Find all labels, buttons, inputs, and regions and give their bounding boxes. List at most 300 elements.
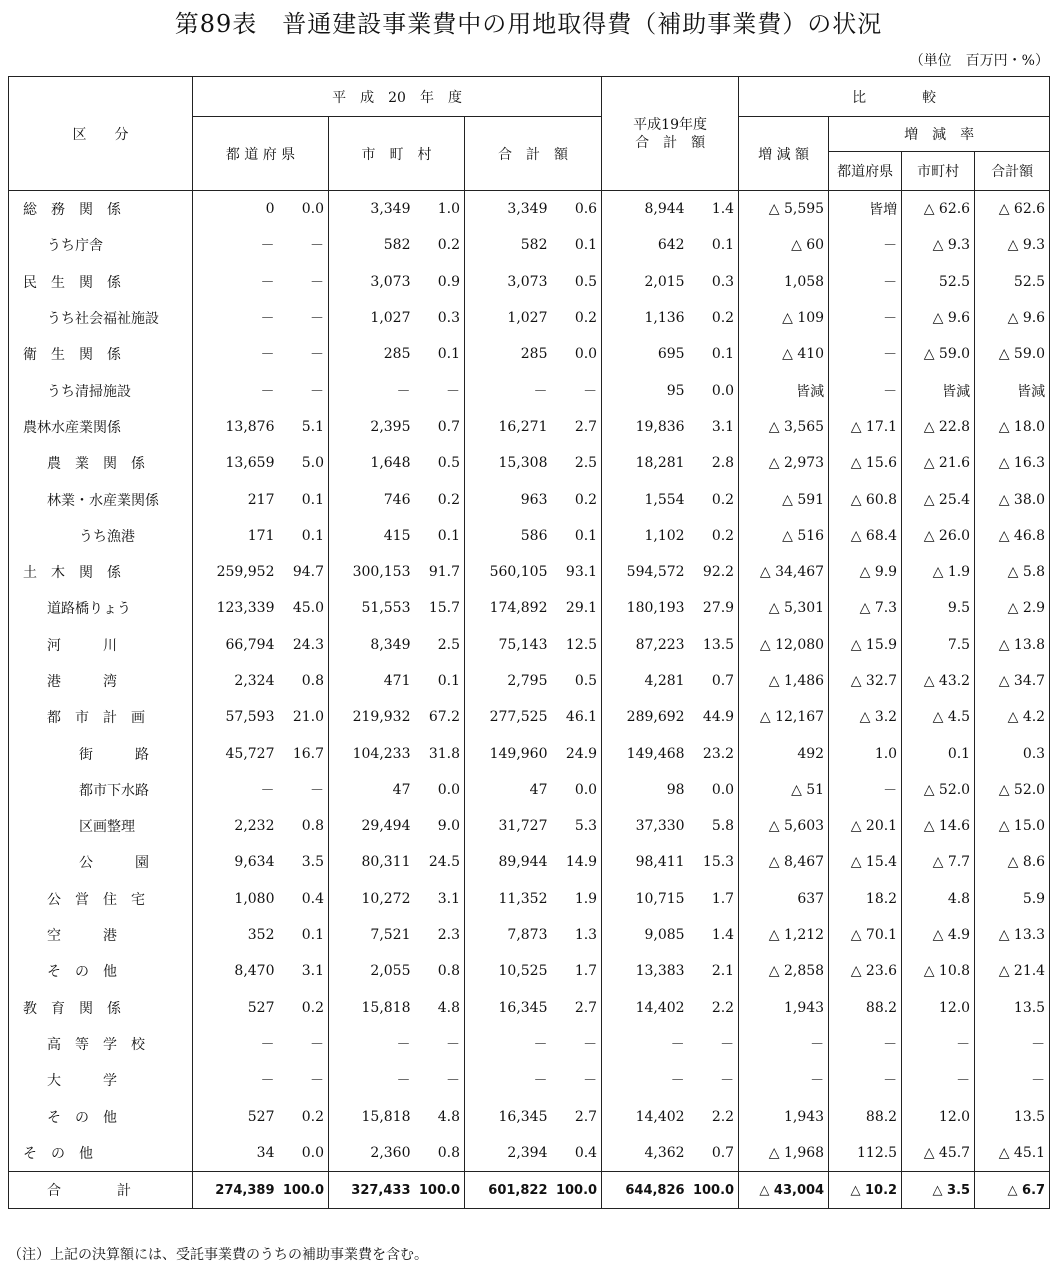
table-cell: 15.3: [689, 844, 739, 880]
table-cell: 0.4: [279, 881, 329, 917]
table-cell: 0.1: [279, 481, 329, 517]
table-cell: 0.7: [689, 663, 739, 699]
table-cell: 13.5: [689, 627, 739, 663]
table-cell: 594,572: [602, 554, 689, 590]
table-cell: △ 16.3: [975, 445, 1050, 481]
row-label: 都 市 計 画: [9, 699, 193, 735]
table-cell: 0.0: [552, 336, 602, 372]
table-row: [9, 1098, 1050, 1134]
table-cell: 1.3: [552, 917, 602, 953]
table-cell: 2.7: [552, 409, 602, 445]
table-cell: －: [279, 1026, 329, 1062]
table-cell: △ 68.4: [829, 518, 902, 554]
table-cell: －: [279, 772, 329, 808]
table-cell: －: [193, 264, 279, 300]
table-cell: △ 5,595: [739, 191, 829, 228]
table-cell: 2.7: [552, 990, 602, 1026]
table-cell: 9,634: [193, 844, 279, 880]
table-row: [9, 881, 1050, 917]
table-cell: 皆減: [739, 372, 829, 408]
table-cell: 0.3: [689, 264, 739, 300]
table-row: [9, 300, 1050, 336]
table-cell: △ 43,004: [739, 1172, 829, 1209]
table-cell: 13,876: [193, 409, 279, 445]
table-cell: 0.2: [552, 300, 602, 336]
table-cell: 2.2: [689, 990, 739, 1026]
table-cell: 0.9: [415, 264, 465, 300]
table-cell: △ 591: [739, 481, 829, 517]
header-rate-pref: 都道府県: [829, 152, 902, 191]
table-cell: △ 62.6: [975, 191, 1050, 228]
table-cell: △ 43.2: [902, 663, 975, 699]
table-cell: △ 7.3: [829, 590, 902, 626]
table-cell: 2,324: [193, 663, 279, 699]
table-cell: 91.7: [415, 554, 465, 590]
table-cell: －: [193, 772, 279, 808]
table-cell: 0.2: [415, 227, 465, 263]
table-cell: 746: [329, 481, 415, 517]
table-row: [9, 409, 1050, 445]
table-cell: △ 4.9: [902, 917, 975, 953]
table-cell: 0.0: [415, 772, 465, 808]
table-cell: △ 20.1: [829, 808, 902, 844]
data-table: [8, 76, 1050, 1209]
table-cell: 2,395: [329, 409, 415, 445]
table-cell: 492: [739, 735, 829, 771]
table-cell: －: [902, 1026, 975, 1062]
table-cell: 37,330: [602, 808, 689, 844]
table-cell: －: [829, 1026, 902, 1062]
table-cell: 0.8: [279, 808, 329, 844]
table-cell: △ 51: [739, 772, 829, 808]
row-label: 農林水産業関係: [9, 409, 193, 445]
table-cell: 527: [193, 990, 279, 1026]
table-cell: 285: [465, 336, 552, 372]
table-row: [9, 844, 1050, 880]
row-label: そ の 他: [9, 1098, 193, 1134]
table-cell: △ 10.8: [902, 953, 975, 989]
table-cell: △ 1,212: [739, 917, 829, 953]
table-cell: 100.0: [279, 1172, 329, 1209]
table-cell: 16,271: [465, 409, 552, 445]
table-cell: △ 45.7: [902, 1135, 975, 1172]
table-cell: 104,233: [329, 735, 415, 771]
table-cell: 1,136: [602, 300, 689, 336]
table-cell: 100.0: [689, 1172, 739, 1209]
table-cell: 0.3: [975, 735, 1050, 771]
table-cell: 2.2: [689, 1098, 739, 1134]
table-cell: －: [415, 1026, 465, 1062]
table-cell: △ 9.6: [975, 300, 1050, 336]
table-cell: 88.2: [829, 990, 902, 1026]
row-label: 衛 生 関 係: [9, 336, 193, 372]
table-cell: 15,818: [329, 990, 415, 1026]
table-cell: 2,232: [193, 808, 279, 844]
table-cell: △ 3,565: [739, 409, 829, 445]
table-cell: 582: [329, 227, 415, 263]
table-cell: 52.5: [902, 264, 975, 300]
header-h20: 平 成 20 年 度: [193, 77, 602, 117]
table-cell: 92.2: [689, 554, 739, 590]
table-row: [9, 372, 1050, 408]
table-cell: 1.7: [689, 881, 739, 917]
table-cell: 31,727: [465, 808, 552, 844]
table-cell: 180,193: [602, 590, 689, 626]
table-cell: 7,873: [465, 917, 552, 953]
table-cell: 2.3: [415, 917, 465, 953]
table-cell: 219,932: [329, 699, 415, 735]
row-label: 農 業 関 係: [9, 445, 193, 481]
table-cell: －: [829, 264, 902, 300]
row-label: うち清掃施設: [9, 372, 193, 408]
row-label: そ の 他: [9, 1135, 193, 1172]
table-cell: －: [829, 336, 902, 372]
table-cell: 14.9: [552, 844, 602, 880]
table-cell: 289,692: [602, 699, 689, 735]
table-cell: △ 15.4: [829, 844, 902, 880]
header-change-amount: 増 減 額: [739, 117, 829, 191]
table-row: [9, 663, 1050, 699]
table-cell: 0.0: [689, 772, 739, 808]
table-cell: 0.0: [689, 372, 739, 408]
table-cell: －: [975, 1026, 1050, 1062]
table-cell: 0.1: [415, 663, 465, 699]
table-cell: 1.4: [689, 917, 739, 953]
header-municipal: 市 町 村: [329, 117, 465, 191]
table-cell: △ 10.2: [829, 1172, 902, 1209]
table-cell: 12.5: [552, 627, 602, 663]
table-cell: 1,027: [329, 300, 415, 336]
table-cell: 352: [193, 917, 279, 953]
unit-note: （単位 百万円・%）: [909, 53, 1049, 69]
table-row: [9, 227, 1050, 263]
table-cell: －: [279, 336, 329, 372]
table-row: [9, 191, 1050, 228]
table-cell: △ 15.0: [975, 808, 1050, 844]
table-cell: 2.5: [552, 445, 602, 481]
row-label: 林業・水産業関係: [9, 481, 193, 517]
table-row: [9, 808, 1050, 844]
table-cell: △ 34.7: [975, 663, 1050, 699]
table-cell: 8,470: [193, 953, 279, 989]
table-title: 第89表 普通建設事業費中の用地取得費（補助事業費）の状況: [174, 10, 883, 38]
table-cell: △ 38.0: [975, 481, 1050, 517]
table-cell: －: [829, 227, 902, 263]
table-cell: 31.8: [415, 735, 465, 771]
table-cell: －: [279, 372, 329, 408]
header-rate-total: 合計額: [975, 152, 1050, 191]
table-cell: 7.5: [902, 627, 975, 663]
row-label: 合 計: [9, 1172, 193, 1209]
table-cell: 0: [193, 191, 279, 228]
table-cell: 1,080: [193, 881, 279, 917]
table-cell: △ 59.0: [975, 336, 1050, 372]
table-cell: 46.1: [552, 699, 602, 735]
table-cell: 0.7: [415, 409, 465, 445]
table-cell: 123,339: [193, 590, 279, 626]
table-cell: 0.1: [689, 227, 739, 263]
table-cell: 4.8: [415, 990, 465, 1026]
table-cell: 98: [602, 772, 689, 808]
table-cell: 149,468: [602, 735, 689, 771]
table-cell: 44.9: [689, 699, 739, 735]
header-h19: 平成19年度 合 計 額: [602, 77, 739, 191]
table-cell: －: [279, 264, 329, 300]
table-cell: 2.8: [689, 445, 739, 481]
table-cell: △ 109: [739, 300, 829, 336]
table-cell: △ 1.9: [902, 554, 975, 590]
table-cell: －: [975, 1062, 1050, 1098]
table-row: [9, 445, 1050, 481]
table-cell: △ 26.0: [902, 518, 975, 554]
table-cell: △ 516: [739, 518, 829, 554]
table-cell: △ 34,467: [739, 554, 829, 590]
table-cell: △ 1,968: [739, 1135, 829, 1172]
table-cell: 2,360: [329, 1135, 415, 1172]
table-cell: △ 5,603: [739, 808, 829, 844]
table-cell: 21.0: [279, 699, 329, 735]
table-cell: 87,223: [602, 627, 689, 663]
table-cell: △ 7.7: [902, 844, 975, 880]
table-cell: △ 17.1: [829, 409, 902, 445]
table-cell: 171: [193, 518, 279, 554]
table-cell: 642: [602, 227, 689, 263]
table-row: [9, 1026, 1050, 1062]
table-cell: 9.5: [902, 590, 975, 626]
row-label: そ の 他: [9, 953, 193, 989]
table-cell: 45.0: [279, 590, 329, 626]
table-cell: 0.2: [415, 481, 465, 517]
table-cell: 601,822: [465, 1172, 552, 1209]
table-cell: 47: [329, 772, 415, 808]
header-compare: 比 較: [739, 77, 1050, 117]
table-cell: 582: [465, 227, 552, 263]
table-cell: 4.8: [902, 881, 975, 917]
table-cell: 24.5: [415, 844, 465, 880]
table-row: [9, 627, 1050, 663]
table-cell: 9.0: [415, 808, 465, 844]
table-cell: 1,943: [739, 1098, 829, 1134]
table-cell: 3,073: [465, 264, 552, 300]
table-cell: △ 46.8: [975, 518, 1050, 554]
table-cell: △ 62.6: [902, 191, 975, 228]
header-total: 合 計 額: [465, 117, 602, 191]
table-cell: △ 59.0: [902, 336, 975, 372]
row-label: 大 学: [9, 1062, 193, 1098]
table-cell: －: [329, 1062, 415, 1098]
table-cell: 5.8: [689, 808, 739, 844]
table-row: [9, 518, 1050, 554]
table-cell: 5.1: [279, 409, 329, 445]
table-cell: 0.8: [279, 663, 329, 699]
table-cell: 0.6: [552, 191, 602, 228]
table-cell: 13.5: [975, 1098, 1050, 1134]
table-cell: 66,794: [193, 627, 279, 663]
table-cell: 10,525: [465, 953, 552, 989]
table-row: [9, 554, 1050, 590]
table-cell: 1,102: [602, 518, 689, 554]
table-row: [9, 1172, 1050, 1209]
table-cell: 7,521: [329, 917, 415, 953]
row-label: 都市下水路: [9, 772, 193, 808]
table-cell: 963: [465, 481, 552, 517]
table-cell: 0.0: [279, 1135, 329, 1172]
table-cell: △ 2,858: [739, 953, 829, 989]
table-cell: 13,659: [193, 445, 279, 481]
table-cell: 27.9: [689, 590, 739, 626]
table-cell: △ 52.0: [902, 772, 975, 808]
table-cell: －: [689, 1062, 739, 1098]
table-cell: 300,153: [329, 554, 415, 590]
table-row: [9, 699, 1050, 735]
table-cell: △ 2.9: [975, 590, 1050, 626]
table-cell: －: [193, 300, 279, 336]
table-cell: －: [415, 1062, 465, 1098]
table-cell: △ 13.3: [975, 917, 1050, 953]
row-label: うち社会福祉施設: [9, 300, 193, 336]
table-row: [9, 917, 1050, 953]
table-cell: △ 6.7: [975, 1172, 1050, 1209]
table-row: [9, 772, 1050, 808]
table-row: [9, 735, 1050, 771]
table-cell: △ 2,973: [739, 445, 829, 481]
table-cell: △ 5,301: [739, 590, 829, 626]
table-cell: 95: [602, 372, 689, 408]
table-cell: 94.7: [279, 554, 329, 590]
header-rate-muni: 市町村: [902, 152, 975, 191]
table-cell: 2,015: [602, 264, 689, 300]
table-cell: 1.0: [829, 735, 902, 771]
table-cell: －: [829, 772, 902, 808]
table-cell: －: [193, 1062, 279, 1098]
table-cell: 4,281: [602, 663, 689, 699]
table-cell: 3.1: [689, 409, 739, 445]
table-cell: △ 12,080: [739, 627, 829, 663]
table-cell: △ 18.0: [975, 409, 1050, 445]
table-cell: 16.7: [279, 735, 329, 771]
row-label: 公 園: [9, 844, 193, 880]
table-cell: △ 25.4: [902, 481, 975, 517]
table-cell: 8,349: [329, 627, 415, 663]
table-cell: －: [602, 1062, 689, 1098]
table-cell: 23.2: [689, 735, 739, 771]
table-cell: 3,349: [465, 191, 552, 228]
table-cell: △ 52.0: [975, 772, 1050, 808]
table-header: [9, 77, 1050, 191]
table-cell: 644,826: [602, 1172, 689, 1209]
table-cell: 51,553: [329, 590, 415, 626]
table-cell: 5.0: [279, 445, 329, 481]
table-cell: 586: [465, 518, 552, 554]
table-cell: 0.1: [689, 336, 739, 372]
footnote: （注）上記の決算額には、受託事業費のうちの補助事業費を含む。: [8, 1247, 428, 1263]
table-row: [9, 336, 1050, 372]
table-cell: 10,272: [329, 881, 415, 917]
row-label: 公 営 住 宅: [9, 881, 193, 917]
table-cell: －: [829, 1062, 902, 1098]
table-cell: 0.3: [415, 300, 465, 336]
table-cell: 5.9: [975, 881, 1050, 917]
table-cell: －: [193, 227, 279, 263]
table-row: [9, 1062, 1050, 1098]
table-cell: 0.1: [279, 917, 329, 953]
table-cell: 0.2: [689, 518, 739, 554]
table-cell: 327,433: [329, 1172, 415, 1209]
table-body: [9, 191, 1050, 1209]
table-cell: 19,836: [602, 409, 689, 445]
table-cell: △ 45.1: [975, 1135, 1050, 1172]
table-cell: 0.0: [279, 191, 329, 228]
table-cell: －: [465, 372, 552, 408]
table-row: [9, 264, 1050, 300]
table-cell: 0.1: [279, 518, 329, 554]
table-row: [9, 1135, 1050, 1172]
table-cell: 0.2: [689, 300, 739, 336]
table-cell: 1.0: [415, 191, 465, 228]
table-cell: －: [415, 372, 465, 408]
table-cell: △ 8.6: [975, 844, 1050, 880]
row-label: 民 生 関 係: [9, 264, 193, 300]
table-cell: 415: [329, 518, 415, 554]
table-cell: 0.2: [552, 481, 602, 517]
table-cell: 98,411: [602, 844, 689, 880]
table-cell: 259,952: [193, 554, 279, 590]
table-cell: △ 23.6: [829, 953, 902, 989]
table-cell: －: [193, 1026, 279, 1062]
table-cell: 4.8: [415, 1098, 465, 1134]
table-cell: 14,402: [602, 1098, 689, 1134]
table-cell: 18,281: [602, 445, 689, 481]
table-cell: 13.5: [975, 990, 1050, 1026]
table-cell: 12.0: [902, 990, 975, 1026]
table-cell: 0.5: [415, 445, 465, 481]
table-cell: －: [552, 1026, 602, 1062]
table-cell: △ 15.6: [829, 445, 902, 481]
row-label: うち漁港: [9, 518, 193, 554]
table-cell: 52.5: [975, 264, 1050, 300]
table-cell: 18.2: [829, 881, 902, 917]
table-row: [9, 953, 1050, 989]
table-cell: 1,943: [739, 990, 829, 1026]
table-cell: 1,554: [602, 481, 689, 517]
table-cell: －: [465, 1026, 552, 1062]
table-cell: 637: [739, 881, 829, 917]
table-cell: －: [193, 336, 279, 372]
table-cell: 67.2: [415, 699, 465, 735]
table-cell: －: [829, 372, 902, 408]
table-cell: －: [602, 1026, 689, 1062]
table-cell: △ 14.6: [902, 808, 975, 844]
table-cell: 0.4: [552, 1135, 602, 1172]
table-row: [9, 590, 1050, 626]
table-cell: －: [829, 300, 902, 336]
table-cell: 0.1: [552, 518, 602, 554]
table-cell: 2,055: [329, 953, 415, 989]
table-cell: 45,727: [193, 735, 279, 771]
table-cell: －: [552, 372, 602, 408]
table-cell: 8,944: [602, 191, 689, 228]
table-cell: 0.8: [415, 953, 465, 989]
table-cell: －: [279, 227, 329, 263]
table-cell: －: [329, 372, 415, 408]
table-cell: 9,085: [602, 917, 689, 953]
table-cell: －: [329, 1026, 415, 1062]
table-cell: 29.1: [552, 590, 602, 626]
table-cell: 277,525: [465, 699, 552, 735]
table-cell: 174,892: [465, 590, 552, 626]
table-cell: 2,394: [465, 1135, 552, 1172]
table-cell: △ 13.8: [975, 627, 1050, 663]
